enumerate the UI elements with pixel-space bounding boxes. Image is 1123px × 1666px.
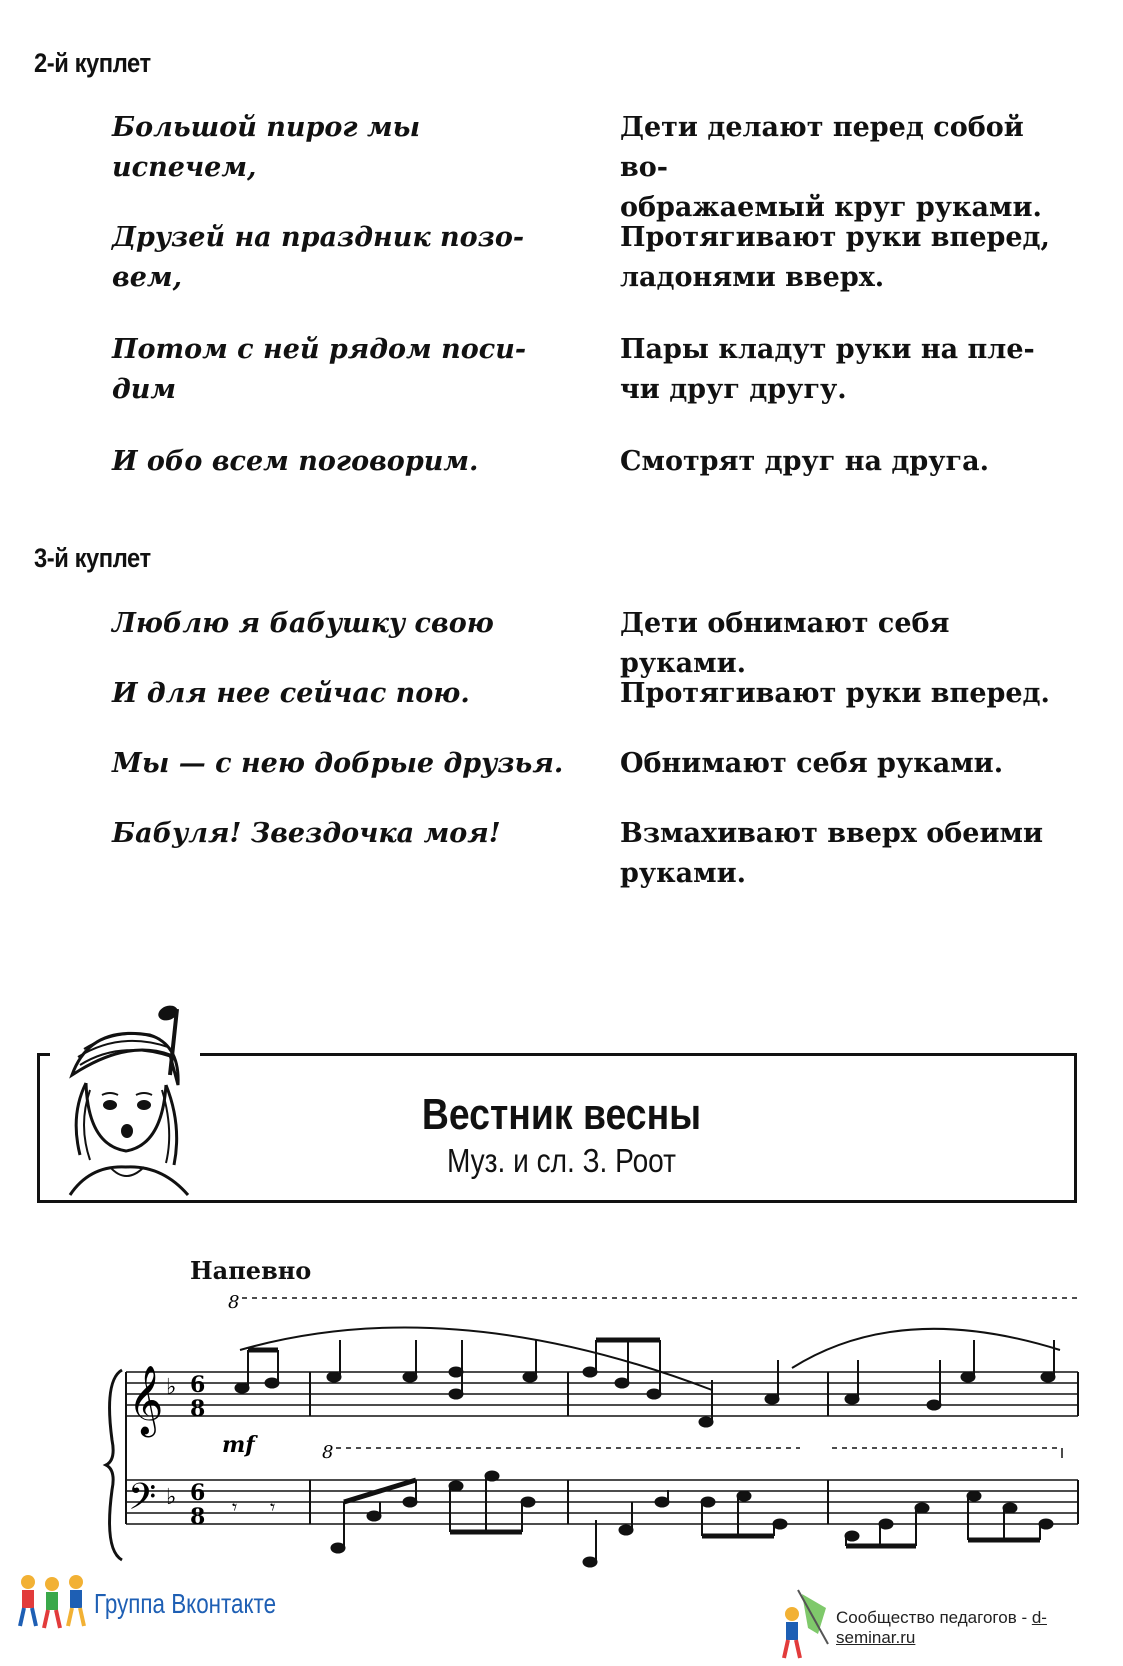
- verse2-action-4: Смотрят друг на друга.: [620, 446, 989, 477]
- verse2-action-2: Протягивают руки вперед, ладонями вверх.: [620, 222, 1050, 293]
- teachers-logo-icon: [778, 1584, 834, 1660]
- verse3-action-3: Обнимают себя руками.: [620, 748, 1004, 779]
- verse2-action-3: Пары кладут руки на пле- чи друг другу.: [620, 334, 1035, 405]
- flat-icon: ♭: [166, 1375, 177, 1400]
- bass-clef-icon: 𝄢: [128, 1476, 157, 1527]
- bass-staff: [126, 1480, 1078, 1524]
- verse2-lyric-4: И обо всем поговорим.: [112, 446, 479, 477]
- verse3-lyric-2: И для нее сейчас пою.: [112, 678, 470, 709]
- time-signature-bottom: 8: [190, 1504, 206, 1530]
- verse3-action-1: Дети обнимают себя руками.: [620, 608, 950, 679]
- verse3-heading: 3-й куплет: [34, 543, 151, 573]
- ottava-mark: 8: [228, 1292, 240, 1313]
- verse3-lyric-1: Люблю я бабушку свою: [112, 608, 494, 639]
- rest-icon: 𝄾: [232, 1495, 238, 1519]
- verse3-action-4: Взмахивают вверх обеими руками.: [620, 818, 1043, 889]
- verse2-heading: 2-й куплет: [34, 48, 151, 78]
- time-signature-top: 6: [190, 1480, 206, 1506]
- dynamic-marking: mf: [222, 1432, 255, 1458]
- verse2-lyric-2: Друзей на праздник позо- вем,: [112, 222, 525, 293]
- song-title: Вестник весны: [421, 1090, 702, 1139]
- bass-notes: [331, 1471, 1053, 1567]
- time-signature-top: 6: [190, 1372, 206, 1398]
- treble-clef-icon: 𝄞: [128, 1365, 164, 1435]
- verse3-lyric-4: Бабуля! Звездочка моя!: [112, 818, 501, 849]
- time-signature-bottom: 8: [190, 1396, 206, 1422]
- ottava-mark-bass: 8: [322, 1442, 334, 1463]
- site-footer: [836, 1608, 1123, 1648]
- sheet-music: [0, 1280, 1123, 1570]
- verse2-action-1: Дети делают перед собой во- ображаемый круг руками.: [620, 112, 1042, 223]
- site-link[interactable]: d-seminar.ru: [836, 1608, 1047, 1647]
- verse2-lyric-1: Большой пирог мы испечем,: [112, 112, 421, 183]
- rest-icon: 𝄾: [270, 1495, 276, 1519]
- flat-icon: ♭: [166, 1485, 177, 1510]
- verse2-lyric-3: Потом с ней рядом поси- дим: [112, 334, 527, 405]
- verse3-lyric-3: Мы — с нею добрые друзья.: [112, 748, 564, 779]
- community-label: Сообщество педагогов -: [836, 1608, 1032, 1627]
- kids-logo-icon: [14, 1572, 92, 1630]
- vk-group-link[interactable]: Группа Вконтакте: [94, 1588, 277, 1619]
- verse3-action-2: Протягивают руки вперед.: [620, 678, 1050, 709]
- tempo-marking: Напевно: [190, 1256, 312, 1285]
- song-author: Муз. и сл. З. Роот: [446, 1142, 677, 1179]
